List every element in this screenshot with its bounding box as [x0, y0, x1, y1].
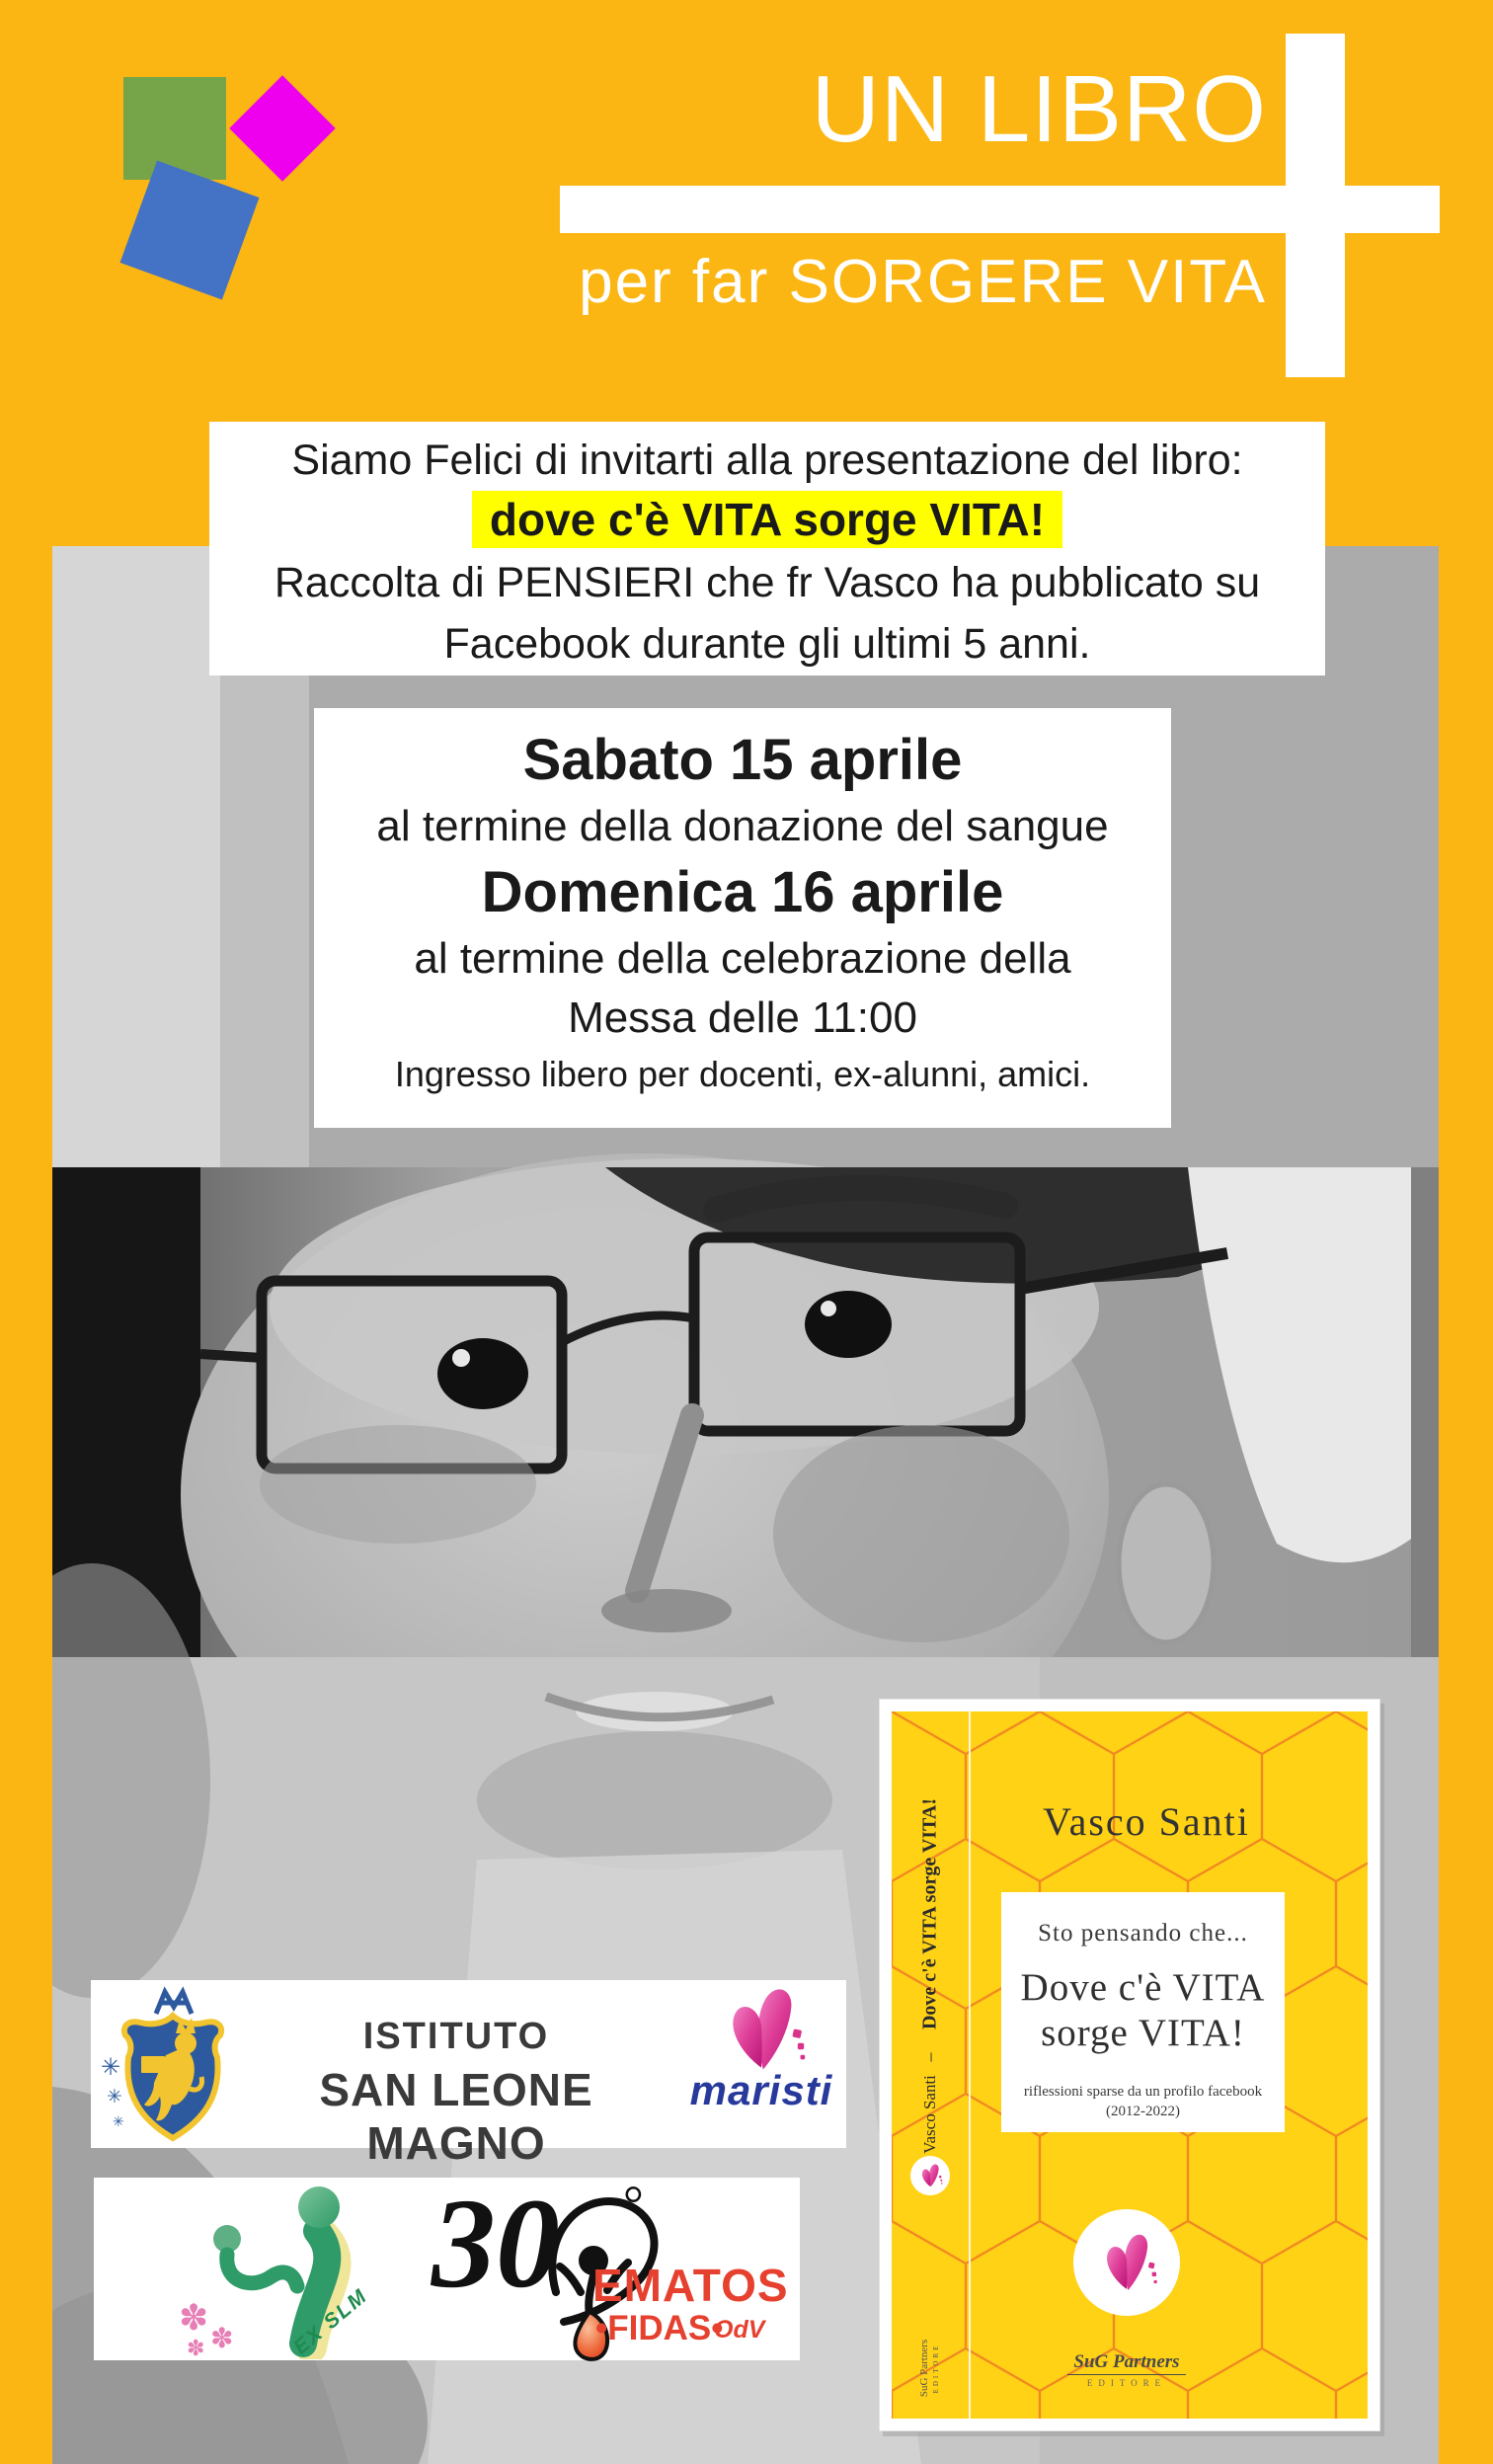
istituto-line2: SAN LEONE MAGNO	[319, 2064, 593, 2169]
book-title-highlight: dove c'è VITA sorge VITA!	[472, 491, 1062, 548]
book-title-line1: Dove c'è VITA	[1020, 1966, 1266, 2009]
exslm-logo	[173, 2180, 449, 2364]
anniversary-number: 30	[432, 2176, 560, 2315]
logo-blue-square-icon	[120, 161, 260, 300]
schedule-date2: Domenica 16 aprile	[481, 860, 1004, 924]
logo-magenta-diamond-icon	[229, 75, 335, 181]
schedule-note: Ingresso libero per docenti, ex-alunni, amici.	[394, 1054, 1091, 1094]
logo-green-square-icon	[123, 77, 226, 180]
maristi-heart-icon	[716, 1984, 807, 2075]
poster-title-line2: per far SORGERE VITA	[579, 248, 1267, 316]
spine-publisher-name: SuG Partners	[918, 2339, 930, 2398]
istituto-logo-bar	[91, 1980, 846, 2169]
odv-label: OdV	[714, 2316, 765, 2344]
flower-icon: ✽	[179, 2297, 209, 2338]
book-cover-inner	[892, 1711, 1368, 2419]
spine-publisher	[918, 2340, 942, 2397]
maristi-logo	[682, 1984, 840, 2144]
spine-dash: –	[919, 2052, 940, 2062]
snowflake-icon: ✳	[101, 2054, 121, 2081]
book-spine	[892, 1711, 971, 2419]
schedule-detail3: Messa delle 11:00	[568, 994, 917, 1042]
istituto-name	[239, 1980, 673, 2169]
publisher-sub: EDITORE	[1086, 2378, 1167, 2388]
flower-icon: ✽	[187, 2336, 205, 2359]
spine-author: Vasco Santi	[920, 2075, 939, 2154]
istituto-line1: ISTITUTO	[362, 2016, 550, 2057]
publisher-name: SuG Partners	[1067, 2351, 1185, 2375]
flower-icon: ✽	[210, 2323, 234, 2353]
anniversary-degree: °	[623, 2177, 644, 2233]
book-tagline: Sto pensando che...	[1038, 1920, 1248, 1947]
book-title-line2: sorge VITA!	[1041, 2012, 1245, 2054]
book-cover	[879, 1699, 1380, 2431]
ematos-fidas-logo	[430, 2178, 800, 2360]
spine-publisher-sub: EDITORE	[932, 2343, 940, 2394]
invitation-box	[209, 422, 1325, 676]
ematos-label: EMATOS	[592, 2260, 789, 2311]
invitation-line1: Siamo Felici di invitarti alla presentazione del libro:	[291, 437, 1243, 484]
invitation-line3: Facebook durante gli ultimi 5 anni.	[443, 620, 1091, 668]
cover-publisher-logo	[1073, 2209, 1180, 2316]
book-front	[969, 1711, 1368, 2419]
maristi-label: maristi	[689, 2067, 833, 2113]
invitation-line2: Raccolta di PENSIERI che fr Vasco ha pubblicato su	[274, 559, 1261, 606]
poster-title-line1: UN LIBRO	[811, 56, 1267, 162]
fidas-label: •FIDAS•	[595, 2309, 724, 2347]
schedule-detail1: al termine della donazione del sangue	[376, 802, 1109, 850]
invitation-highlight-row	[209, 491, 1325, 552]
shield-icon	[99, 1986, 247, 2144]
cover-publisher	[1018, 2351, 1235, 2388]
book-author: Vasco Santi	[1043, 1799, 1250, 1844]
cross-vertical-bar-icon	[1286, 34, 1345, 377]
schedule-date1: Sabato 15 aprile	[522, 728, 963, 792]
maristi-heart-icon	[1095, 2231, 1158, 2294]
exslm-figures-icon	[173, 2180, 449, 2359]
spine-publisher-logo	[910, 2156, 950, 2195]
maristi-heart-icon	[917, 2163, 943, 2188]
spine-title: Dove c'è VITA sorge VITA!	[918, 1797, 941, 2030]
partners-logo-bar	[94, 2178, 800, 2360]
schedule-box	[314, 708, 1171, 1128]
book-subtitle-line1: riflessioni sparse da un profilo facebook	[1023, 2084, 1263, 2100]
schedule-detail2: al termine della celebrazione della	[414, 934, 1071, 983]
exslm-label: EX SLM	[289, 2284, 372, 2359]
header-title-block	[395, 0, 1267, 356]
istituto-crest-icon	[99, 1986, 247, 2149]
snowflake-icon: ✳	[113, 2113, 124, 2129]
book-title-panel	[1001, 1892, 1285, 2132]
book-subtitle-line2: (2012-2022)	[1106, 2104, 1180, 2119]
snowflake-icon: ✳	[107, 2087, 122, 2107]
